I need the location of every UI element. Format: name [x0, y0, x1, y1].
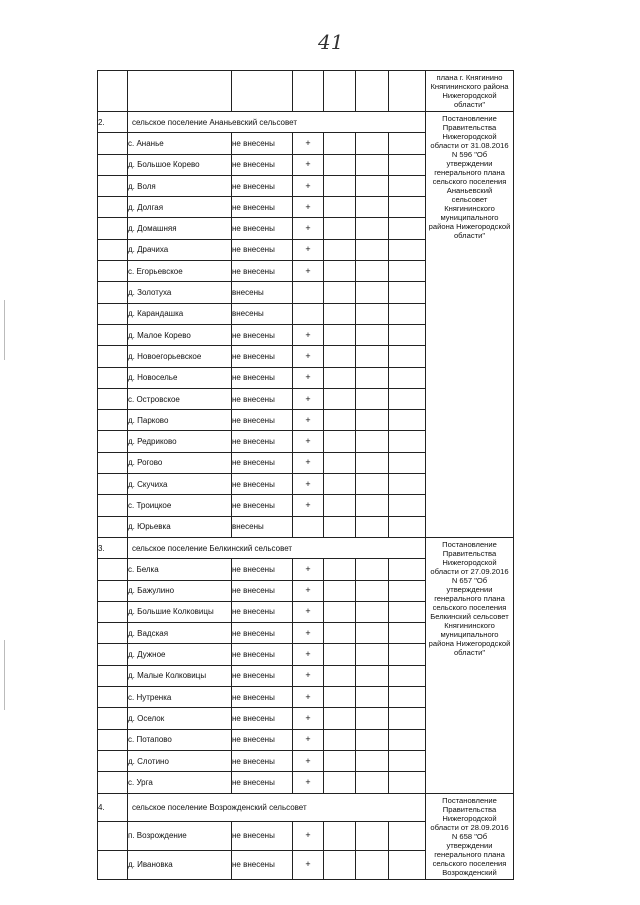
cell-empty — [389, 388, 426, 409]
cell-empty — [356, 623, 389, 644]
cell-empty — [324, 495, 356, 516]
settlement-name: д. Малые Колковицы — [128, 665, 232, 686]
plus-mark: + — [293, 367, 324, 388]
plus-mark: + — [293, 410, 324, 431]
cell-empty — [389, 197, 426, 218]
section-description: Постановление Правительства Нижегородской области от 31.08.2016 N 596 "Об утверждении генерального плана сельского поселения Ананьевский сельсовет Княгининского муниципального района Нижегородской области" — [426, 112, 514, 538]
settlement-name: д. Рогово — [128, 452, 232, 473]
cell-empty — [324, 71, 356, 112]
settlement-name: с. Островское — [128, 388, 232, 409]
settlement-name: д. Драчиха — [128, 239, 232, 260]
cell-empty — [389, 644, 426, 665]
cell-empty — [356, 197, 389, 218]
cell-number — [98, 303, 128, 324]
cell-empty — [356, 750, 389, 771]
plus-mark: + — [293, 239, 324, 260]
cell-empty — [356, 559, 389, 580]
cell-empty — [324, 324, 356, 345]
cell-number — [98, 367, 128, 388]
settlement-name: д. Домашняя — [128, 218, 232, 239]
status-text: не внесены — [232, 474, 293, 495]
cell-number — [98, 822, 128, 851]
settlement-name: д. Воля — [128, 175, 232, 196]
cell-empty — [324, 559, 356, 580]
section-number: 2. — [98, 112, 128, 133]
page-number: 41 — [318, 30, 344, 54]
plus-mark: + — [293, 750, 324, 771]
section-title: сельское поселение Белкинский сельсовет — [128, 537, 426, 558]
status-text: не внесены — [232, 772, 293, 793]
plus-mark: + — [293, 729, 324, 750]
plus-mark — [293, 303, 324, 324]
plus-mark: + — [293, 346, 324, 367]
cell-status — [232, 71, 293, 112]
status-text: не внесены — [232, 822, 293, 851]
cell-number — [98, 431, 128, 452]
cell-empty — [324, 623, 356, 644]
cell-empty — [324, 410, 356, 431]
cell-empty — [356, 239, 389, 260]
cell-empty — [356, 431, 389, 452]
plus-mark: + — [293, 580, 324, 601]
cell-empty — [324, 346, 356, 367]
cell-settlement — [128, 71, 232, 112]
cell-empty — [389, 71, 426, 112]
cell-empty — [356, 687, 389, 708]
cell-empty — [389, 772, 426, 793]
cell-number — [98, 580, 128, 601]
cell-number — [98, 218, 128, 239]
status-text: не внесены — [232, 580, 293, 601]
cell-empty — [356, 218, 389, 239]
cell-empty — [356, 324, 389, 345]
plus-mark: + — [293, 197, 324, 218]
cell-number — [98, 750, 128, 771]
cell-empty — [324, 474, 356, 495]
status-text: не внесены — [232, 644, 293, 665]
cell-empty — [324, 580, 356, 601]
cell-empty — [389, 367, 426, 388]
settlement-name: д. Оселок — [128, 708, 232, 729]
cell-empty — [356, 346, 389, 367]
cell-empty — [389, 133, 426, 154]
plus-mark: + — [293, 175, 324, 196]
status-text: внесены — [232, 282, 293, 303]
plus-mark: + — [293, 623, 324, 644]
settlement-name: д. Большое Корево — [128, 154, 232, 175]
settlement-name: с. Потапово — [128, 729, 232, 750]
cell-empty — [389, 729, 426, 750]
cell-empty — [389, 303, 426, 324]
status-text: не внесены — [232, 623, 293, 644]
cell-mark — [293, 71, 324, 112]
cell-number — [98, 261, 128, 282]
cell-empty — [356, 708, 389, 729]
plus-mark: + — [293, 559, 324, 580]
section-header-row — [98, 793, 514, 822]
cell-empty — [324, 282, 356, 303]
status-text: не внесены — [232, 495, 293, 516]
cell-empty — [324, 850, 356, 879]
status-text: внесены — [232, 516, 293, 537]
status-text: не внесены — [232, 410, 293, 431]
settlement-name: п. Возрождение — [128, 822, 232, 851]
cell-empty — [324, 708, 356, 729]
settlement-name: с. Ананье — [128, 133, 232, 154]
cell-empty — [356, 474, 389, 495]
cell-empty — [324, 218, 356, 239]
cell-empty — [324, 601, 356, 622]
cell-empty — [324, 431, 356, 452]
margin-line — [4, 640, 5, 710]
settlement-name: с. Белка — [128, 559, 232, 580]
plus-mark: + — [293, 218, 324, 239]
status-text: не внесены — [232, 452, 293, 473]
cell-number — [98, 388, 128, 409]
section-header-row — [98, 537, 514, 558]
plus-mark: + — [293, 261, 324, 282]
status-text: не внесены — [232, 388, 293, 409]
section-title: сельское поселение Возрожденский сельсовет — [128, 793, 426, 822]
settlement-name: д. Большие Колковицы — [128, 601, 232, 622]
settlement-name: д. Ивановка — [128, 850, 232, 879]
cell-number — [98, 729, 128, 750]
cell-empty — [389, 261, 426, 282]
plus-mark: + — [293, 388, 324, 409]
settlement-name: д. Парково — [128, 410, 232, 431]
status-text: не внесены — [232, 175, 293, 196]
cell-number — [98, 324, 128, 345]
section-title: сельское поселение Ананьевский сельсовет — [128, 112, 426, 133]
cell-empty — [356, 580, 389, 601]
cell-empty — [324, 772, 356, 793]
settlement-name: с. Троицкое — [128, 495, 232, 516]
settlement-name: с. Урга — [128, 772, 232, 793]
cell-empty — [356, 665, 389, 686]
cell-empty — [389, 452, 426, 473]
settlement-name: д. Карандашка — [128, 303, 232, 324]
status-text: внесены — [232, 303, 293, 324]
cell-number — [98, 239, 128, 260]
cell-number — [98, 772, 128, 793]
cell-empty — [324, 261, 356, 282]
section-description: Постановление Правительства Нижегородской области от 27.09.2016 N 657 "Об утверждении генерального плана сельского поселения Белкинский сельсовет Княгининского муниципального района Нижегородской области" — [426, 537, 514, 793]
table-row-continued — [98, 71, 514, 112]
status-text: не внесены — [232, 687, 293, 708]
cell-empty — [356, 282, 389, 303]
status-text: не внесены — [232, 197, 293, 218]
plus-mark: + — [293, 154, 324, 175]
status-text: не внесены — [232, 154, 293, 175]
status-text: не внесены — [232, 367, 293, 388]
settlement-name: д. Новоегорьевское — [128, 346, 232, 367]
cell-empty — [356, 644, 389, 665]
cell-empty — [356, 175, 389, 196]
cell-empty — [324, 388, 356, 409]
cell-number — [98, 133, 128, 154]
cell-empty — [389, 665, 426, 686]
settlement-name: с. Нутренка — [128, 687, 232, 708]
plus-mark: + — [293, 772, 324, 793]
settlement-name: д. Скучиха — [128, 474, 232, 495]
cell-empty — [356, 154, 389, 175]
cell-number — [98, 708, 128, 729]
status-text: не внесены — [232, 559, 293, 580]
cell-empty — [356, 850, 389, 879]
settlement-name: д. Бажулино — [128, 580, 232, 601]
plus-mark: + — [293, 474, 324, 495]
cell-empty — [389, 410, 426, 431]
cell-empty — [389, 750, 426, 771]
cell-empty — [389, 822, 426, 851]
cell-number — [98, 346, 128, 367]
cell-number — [98, 601, 128, 622]
cell-number — [98, 154, 128, 175]
status-text: не внесены — [232, 601, 293, 622]
cell-empty — [356, 772, 389, 793]
cell-empty — [324, 665, 356, 686]
cell-empty — [389, 175, 426, 196]
plus-mark: + — [293, 601, 324, 622]
margin-line — [4, 300, 5, 360]
cell-empty — [389, 516, 426, 537]
cell-empty — [324, 729, 356, 750]
cell-number — [98, 495, 128, 516]
cell-number — [98, 175, 128, 196]
cell-number — [98, 71, 128, 112]
cell-number — [98, 516, 128, 537]
status-text: не внесены — [232, 431, 293, 452]
cell-empty — [356, 516, 389, 537]
cell-empty — [389, 708, 426, 729]
cell-number — [98, 559, 128, 580]
cell-empty — [389, 431, 426, 452]
plus-mark: + — [293, 452, 324, 473]
status-text: не внесены — [232, 324, 293, 345]
cell-number — [98, 623, 128, 644]
cell-empty — [389, 218, 426, 239]
cell-empty — [356, 261, 389, 282]
plus-mark: + — [293, 431, 324, 452]
cell-empty — [356, 495, 389, 516]
settlement-name: д. Долгая — [128, 197, 232, 218]
status-text: не внесены — [232, 708, 293, 729]
general-plans-table — [97, 70, 514, 880]
plus-mark: + — [293, 822, 324, 851]
cell-empty — [324, 303, 356, 324]
cell-empty — [356, 71, 389, 112]
cell-number — [98, 687, 128, 708]
status-text: не внесены — [232, 261, 293, 282]
cell-empty — [324, 197, 356, 218]
cell-empty — [389, 282, 426, 303]
cell-empty — [324, 750, 356, 771]
cell-number — [98, 850, 128, 879]
status-text: не внесены — [232, 850, 293, 879]
settlement-name: д. Малое Корево — [128, 324, 232, 345]
cell-empty — [324, 133, 356, 154]
status-text: не внесены — [232, 133, 293, 154]
settlement-name: д. Редриково — [128, 431, 232, 452]
cell-empty — [389, 623, 426, 644]
settlement-name: д. Юрьевка — [128, 516, 232, 537]
settlement-name: д. Новоселье — [128, 367, 232, 388]
cell-empty — [389, 154, 426, 175]
plus-mark: + — [293, 708, 324, 729]
cell-number — [98, 282, 128, 303]
cell-empty — [356, 452, 389, 473]
settlement-name: д. Слотино — [128, 750, 232, 771]
cell-empty — [324, 516, 356, 537]
cell-empty — [356, 601, 389, 622]
section-number: 4. — [98, 793, 128, 822]
plus-mark: + — [293, 324, 324, 345]
status-text: не внесены — [232, 665, 293, 686]
cell-empty — [356, 133, 389, 154]
cell-number — [98, 452, 128, 473]
section-description: Постановление Правительства Нижегородской области от 28.09.2016 N 658 "Об утверждении генерального плана сельского поселения Возрожденский — [426, 793, 514, 879]
cell-empty — [389, 346, 426, 367]
cell-empty — [356, 303, 389, 324]
plus-mark: + — [293, 687, 324, 708]
cell-empty — [324, 154, 356, 175]
section-header-row — [98, 112, 514, 133]
cell-empty — [324, 822, 356, 851]
plus-mark: + — [293, 644, 324, 665]
settlement-name: д. Вадская — [128, 623, 232, 644]
cell-empty — [324, 644, 356, 665]
plus-mark: + — [293, 495, 324, 516]
status-text: не внесены — [232, 346, 293, 367]
cell-empty — [389, 559, 426, 580]
cell-empty — [356, 388, 389, 409]
settlement-name: с. Егорьевское — [128, 261, 232, 282]
settlement-name: д. Дужное — [128, 644, 232, 665]
cell-empty — [389, 495, 426, 516]
cell-empty — [389, 580, 426, 601]
plus-mark — [293, 516, 324, 537]
cell-number — [98, 197, 128, 218]
cell-empty — [324, 452, 356, 473]
cell-number — [98, 644, 128, 665]
cell-number — [98, 474, 128, 495]
cell-empty — [356, 367, 389, 388]
cell-empty — [324, 687, 356, 708]
cell-empty — [356, 410, 389, 431]
status-text: не внесены — [232, 239, 293, 260]
cell-empty — [389, 687, 426, 708]
cell-empty — [389, 324, 426, 345]
settlement-name: д. Золотуха — [128, 282, 232, 303]
cell-empty — [356, 729, 389, 750]
plus-mark: + — [293, 133, 324, 154]
plus-mark: + — [293, 665, 324, 686]
cell-number — [98, 410, 128, 431]
section-number: 3. — [98, 537, 128, 558]
status-text: не внесены — [232, 218, 293, 239]
plus-mark: + — [293, 850, 324, 879]
cell-empty — [389, 601, 426, 622]
cell-description: плана г. Княгинино Княгининского района Нижегородской области" — [426, 71, 514, 112]
plus-mark — [293, 282, 324, 303]
cell-empty — [389, 474, 426, 495]
cell-empty — [389, 850, 426, 879]
cell-empty — [324, 367, 356, 388]
cell-empty — [389, 239, 426, 260]
cell-empty — [324, 239, 356, 260]
cell-empty — [324, 175, 356, 196]
status-text: не внесены — [232, 729, 293, 750]
status-text: не внесены — [232, 750, 293, 771]
cell-number — [98, 665, 128, 686]
cell-empty — [356, 822, 389, 851]
